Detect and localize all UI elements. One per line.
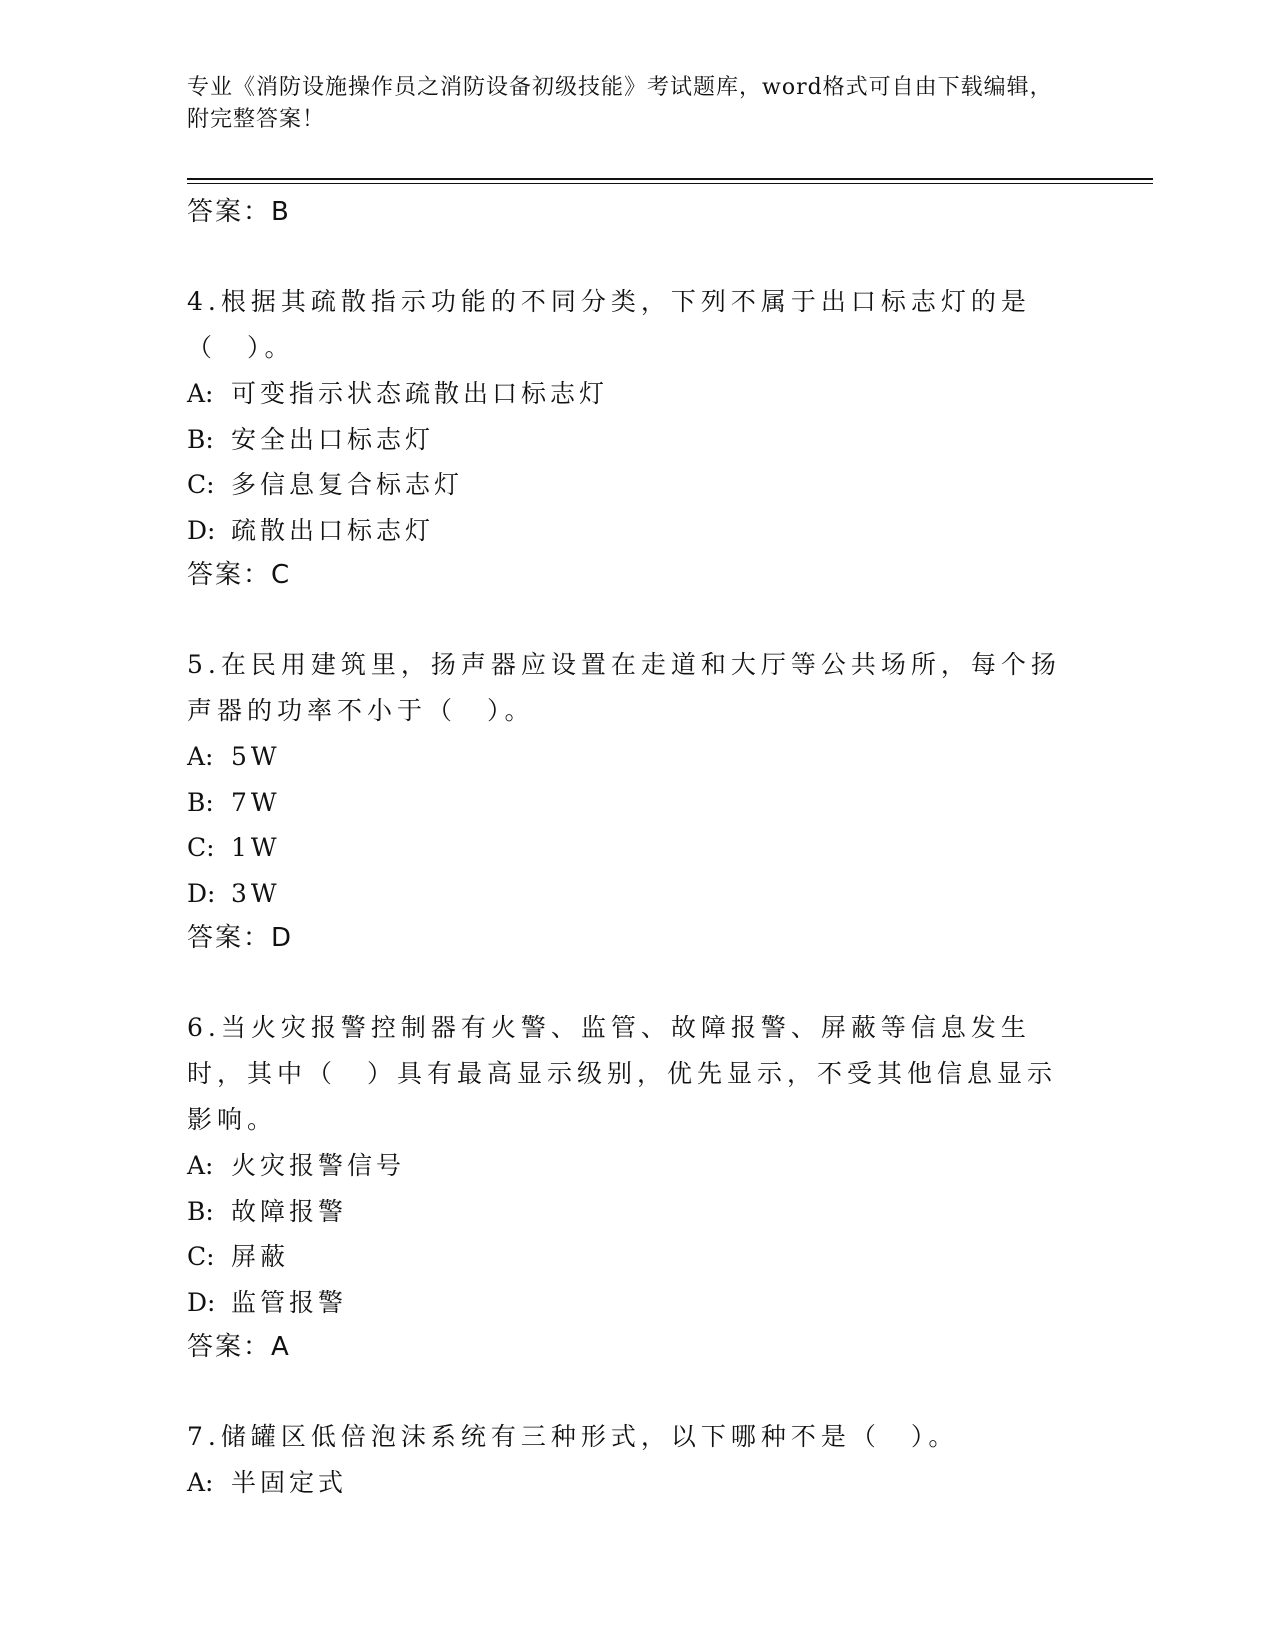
- option-b: [187, 417, 1067, 463]
- answer-label: 答案：: [187, 560, 272, 590]
- answer-value: B: [271, 197, 291, 227]
- option-text: 3W: [231, 878, 281, 908]
- question-text: 7.储罐区低倍泡沫系统有三种形式，以下哪种不是（ ）。: [187, 1422, 959, 1451]
- option-c: [187, 1234, 1067, 1280]
- option-text: 故障报警: [231, 1196, 348, 1226]
- option-letter: D:: [187, 1287, 216, 1317]
- option-b: [187, 780, 1067, 826]
- option-letter: B:: [187, 1196, 214, 1226]
- option-letter: A:: [187, 1151, 214, 1180]
- header-text: 专业《消防设施操作员之消防设备初级技能》考试题库，word格式可自由下载编辑，附完整答案！: [187, 75, 1053, 132]
- answer-label: 答案：: [187, 1332, 272, 1362]
- option-letter: A:: [187, 1468, 214, 1497]
- header-divider-thin: [187, 183, 1153, 184]
- answer-value: A: [271, 1332, 291, 1362]
- option-text: 屏蔽: [231, 1242, 290, 1271]
- header-divider: [187, 178, 1153, 180]
- option-a: [187, 734, 1067, 780]
- answer-label: 答案：: [187, 923, 272, 953]
- option-text: 5W: [231, 742, 281, 771]
- option-text: 多信息复合标志灯: [231, 470, 464, 499]
- question-list: [187, 190, 1067, 1506]
- question-text: 6.当火灾报警控制器有火警、监管、故障报警、屏蔽等信息发生时，其中（ ）具有最高显示级别，优先显示，不受其他信息显示影响。: [187, 1013, 1058, 1134]
- option-letter: A:: [187, 379, 214, 408]
- option-text: 监管报警: [231, 1287, 348, 1317]
- answer-label: 答案：: [187, 197, 272, 227]
- option-letter: B:: [187, 787, 214, 817]
- option-letter: B:: [187, 424, 214, 454]
- answer-line: [187, 916, 1067, 961]
- question-text: 5.在民用建筑里，扬声器应设置在走道和大厅等公共场所，每个扬声器的功率不小于（ ）。: [187, 650, 1061, 725]
- option-a: [187, 1460, 1067, 1506]
- option-text: 可变指示状态疏散出口标志灯: [231, 379, 609, 408]
- option-text: 半固定式: [231, 1468, 348, 1497]
- option-letter: D:: [187, 878, 216, 908]
- option-letter: D:: [187, 515, 216, 545]
- option-letter: C:: [187, 470, 215, 499]
- option-text: 火灾报警信号: [231, 1151, 406, 1180]
- option-letter: C:: [187, 1242, 215, 1271]
- option-letter: A:: [187, 742, 214, 771]
- option-c: [187, 462, 1067, 508]
- option-text: 7W: [231, 787, 281, 817]
- option-a: [187, 371, 1067, 417]
- option-b: [187, 1189, 1067, 1235]
- answer-value: C: [271, 560, 292, 590]
- question-text: 4.根据其疏散指示功能的不同分类，下列不属于出口标志灯的是（ ）。: [187, 287, 1031, 362]
- answer-line: [187, 1325, 1067, 1370]
- answer-line: [187, 553, 1067, 598]
- option-text: 1W: [231, 833, 281, 862]
- option-c: [187, 825, 1067, 871]
- option-text: 疏散出口标志灯: [231, 515, 435, 545]
- option-text: 安全出口标志灯: [231, 424, 435, 454]
- option-letter: C:: [187, 833, 215, 862]
- option-d: [187, 871, 1067, 917]
- page-header: [187, 72, 1067, 136]
- option-a: [187, 1143, 1067, 1189]
- option-d: [187, 1280, 1067, 1326]
- answer-line: [187, 190, 1067, 235]
- option-d: [187, 508, 1067, 554]
- answer-value: D: [271, 923, 294, 953]
